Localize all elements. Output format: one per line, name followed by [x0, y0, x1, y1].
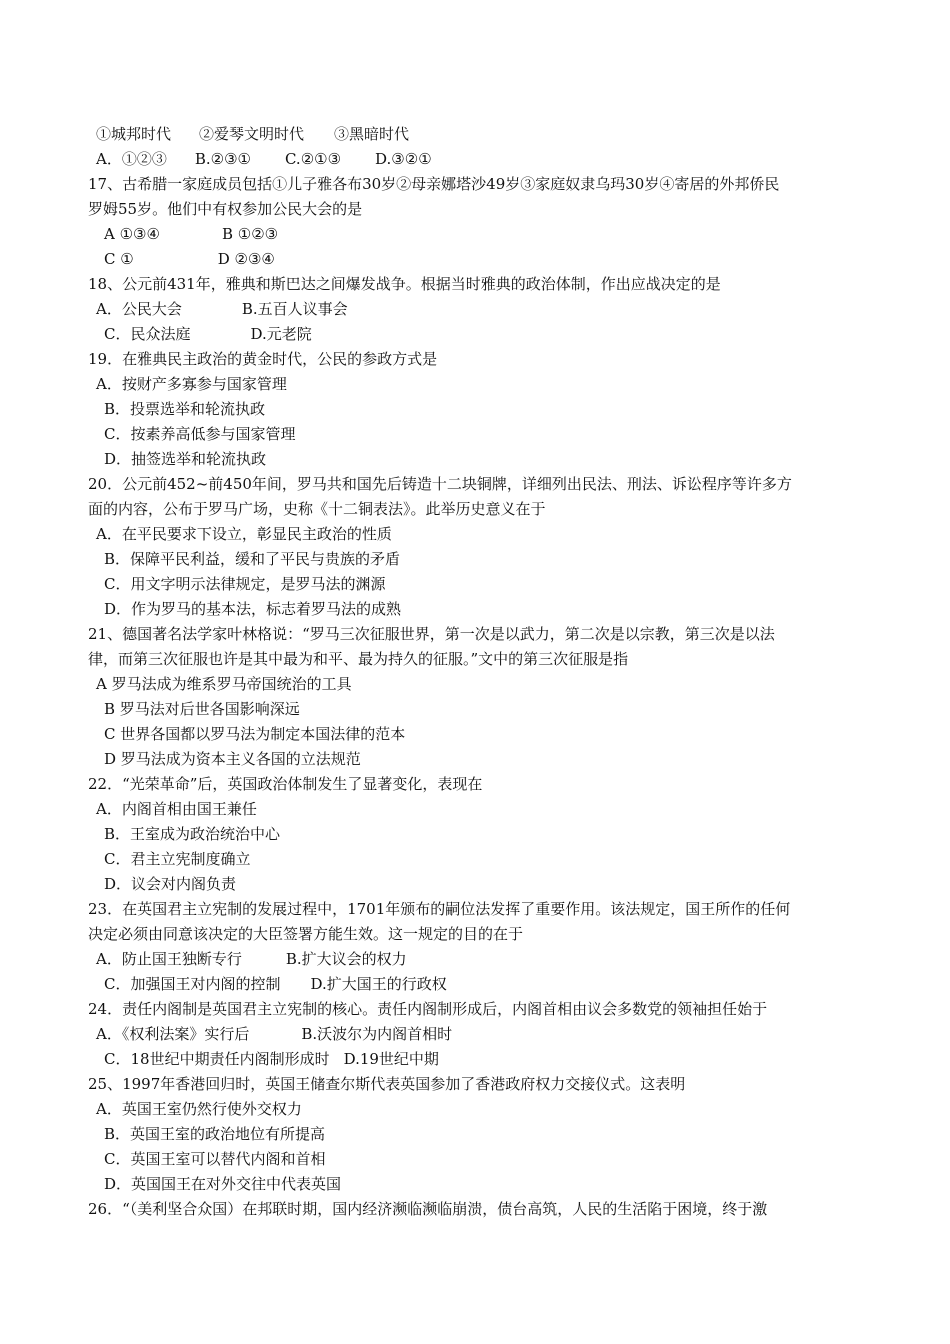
text-line — [88, 897, 868, 922]
text-line — [88, 1072, 868, 1097]
option-row — [88, 1047, 868, 1072]
option-row — [88, 322, 868, 347]
line-text: B．保障平民利益，缓和了平民与贵族的矛盾 — [104, 550, 401, 568]
line-text: 22．“光荣革命”后，英国政治体制发生了显著变化，表现在 — [88, 775, 483, 793]
line-text: 17、古希腊一家庭成员包括①儿子雅各布30岁②母亲娜塔沙49岁③家庭奴隶乌玛30岁④寄居的外邦侨民 — [88, 175, 780, 193]
option-text: B.②③① — [194, 150, 251, 168]
text-line — [88, 397, 868, 422]
option-text: B.五百人议事会 — [241, 300, 348, 318]
text-line — [88, 672, 868, 697]
option-row — [88, 972, 868, 997]
text-line — [88, 747, 868, 772]
option-text: A．《权利法案》实行后 — [96, 1025, 250, 1043]
line-text: B 罗马法对后世各国影响深远 — [104, 700, 300, 718]
line-text: B．投票选举和轮流执政 — [104, 400, 266, 418]
line-text: B．英国王室的政治地位有所提高 — [104, 1125, 326, 1143]
line-text: D．作为罗马的基本法，标志着罗马法的成熟 — [104, 600, 402, 618]
text-line — [88, 772, 868, 797]
text-line — [88, 722, 868, 747]
line-text: 25、1997年香港回归时，英国王储查尔斯代表英国参加了香港政府权力交接仪式。这表明 — [88, 1075, 686, 1093]
line-text: 19．在雅典民主政治的黄金时代，公民的参政方式是 — [88, 350, 438, 368]
option-text: ①城邦时代 — [96, 125, 172, 143]
line-text: D．英国国王在对外交往中代表英国 — [104, 1175, 342, 1193]
option-text: C.②①③ — [284, 150, 342, 168]
text-line — [88, 647, 868, 672]
line-text: 24．责任内阁制是英国君主立宪制的核心。责任内阁制形成后，内阁首相由议会多数党的领袖担任始于 — [88, 1000, 768, 1018]
line-text: C．按素养高低参与国家管理 — [104, 425, 296, 443]
text-line — [88, 822, 868, 847]
line-text: 决定必须由同意该决定的大臣签署方能生效。这一规定的目的在于 — [88, 925, 524, 943]
text-line — [88, 597, 868, 622]
line-text: D 罗马法成为资本主义各国的立法规范 — [104, 750, 361, 768]
option-text: C．加强国王对内阁的控制 — [104, 975, 281, 993]
option-text: B.扩大议会的权力 — [285, 950, 407, 968]
option-text: B.沃波尔为内阁首相时 — [301, 1025, 453, 1043]
option-text: A．防止国王独断专行 — [96, 950, 242, 968]
line-text: A．在平民要求下设立，彰显民主政治的性质 — [96, 525, 392, 543]
line-text: 律，而第三次征服也许是其中最为和平、最为持久的征服。”文中的第三次征服是指 — [88, 650, 629, 668]
text-line — [88, 272, 868, 297]
line-text: C．君主立宪制度确立 — [104, 850, 251, 868]
line-text: C．用文字明示法律规定，是罗马法的渊源 — [104, 575, 386, 593]
text-line — [88, 997, 868, 1022]
text-line — [88, 1147, 868, 1172]
text-line — [88, 872, 868, 897]
text-line — [88, 447, 868, 472]
text-line — [88, 522, 868, 547]
option-row — [88, 147, 868, 172]
line-text: A．按财产多寡参与国家管理 — [96, 375, 287, 393]
option-text: D ②③④ — [217, 250, 275, 268]
line-text: 23．在英国君主立宪制的发展过程中，1701年颁布的嗣位法发挥了重要作用。该法规定，国王所作的任何 — [88, 900, 791, 918]
line-text: A．内阁首相由国王兼任 — [96, 800, 257, 818]
text-line — [88, 847, 868, 872]
text-line — [88, 622, 868, 647]
line-text: 面的内容，公布于罗马广场，史称《十二铜表法》。此举历史意义在于 — [88, 500, 546, 518]
text-line — [88, 797, 868, 822]
text-line — [88, 1172, 868, 1197]
option-text: ③黑暗时代 — [334, 125, 410, 143]
option-text: D.元老院 — [250, 325, 312, 343]
line-text: B．王室成为政治统治中心 — [104, 825, 281, 843]
line-text: 26．“（美利坚合众国）在邦联时期，国内经济濒临濒临崩溃，债台高筑，人民的生活陷于困境，终于激 — [88, 1200, 768, 1218]
option-text: D.19世纪中期 — [343, 1050, 439, 1068]
line-text: D．议会对内阁负责 — [104, 875, 237, 893]
text-line — [88, 697, 868, 722]
text-line — [88, 1097, 868, 1122]
option-text: C．民众法庭 — [104, 325, 191, 343]
text-line — [88, 472, 868, 497]
option-text: D.扩大国王的行政权 — [310, 975, 447, 993]
line-text: 21、德国著名法学家叶林格说：“罗马三次征服世界，第一次是以武力，第二次是以宗教，第三次是以法 — [88, 625, 775, 643]
option-text: C．18世纪中期责任内阁制形成时 — [104, 1050, 330, 1068]
line-text: 18、公元前431年，雅典和斯巴达之间爆发战争。根据当时雅典的政治体制，作出应战决定的是 — [88, 275, 721, 293]
exam-page — [88, 122, 868, 1222]
option-text: A．①②③ — [96, 150, 167, 168]
option-row — [88, 1022, 868, 1047]
line-text: C 世界各国都以罗马法为制定本国法律的范本 — [104, 725, 406, 743]
option-text: A ①③④ — [104, 225, 160, 243]
text-line — [88, 197, 868, 222]
text-line — [88, 1122, 868, 1147]
option-row — [88, 122, 868, 147]
line-text: 20．公元前452~前450年间，罗马共和国先后铸造十二块铜牌，详细列出民法、刑法、诉讼程序等许多方 — [88, 475, 792, 493]
line-text: D．抽签选举和轮流执政 — [104, 450, 267, 468]
option-text: C ① — [104, 250, 134, 268]
line-text: C．英国王室可以替代内阁和首相 — [104, 1150, 326, 1168]
option-text: ②爱琴文明时代 — [199, 125, 305, 143]
text-line — [88, 172, 868, 197]
option-row — [88, 297, 868, 322]
text-line — [88, 347, 868, 372]
text-line — [88, 497, 868, 522]
line-text: A．英国王室仍然行使外交权力 — [96, 1100, 302, 1118]
text-line — [88, 922, 868, 947]
option-row — [88, 247, 868, 272]
option-text: D.③②① — [375, 150, 432, 168]
option-row — [88, 947, 868, 972]
text-line — [88, 547, 868, 572]
line-text: A 罗马法成为维系罗马帝国统治的工具 — [96, 675, 352, 693]
text-line — [88, 572, 868, 597]
text-line — [88, 372, 868, 397]
option-text: B ①②③ — [221, 225, 279, 243]
option-text: A．公民大会 — [96, 300, 182, 318]
line-text: 罗姆55岁。他们中有权参加公民大会的是 — [88, 200, 363, 218]
option-row — [88, 222, 868, 247]
text-line — [88, 1197, 868, 1222]
text-line — [88, 422, 868, 447]
